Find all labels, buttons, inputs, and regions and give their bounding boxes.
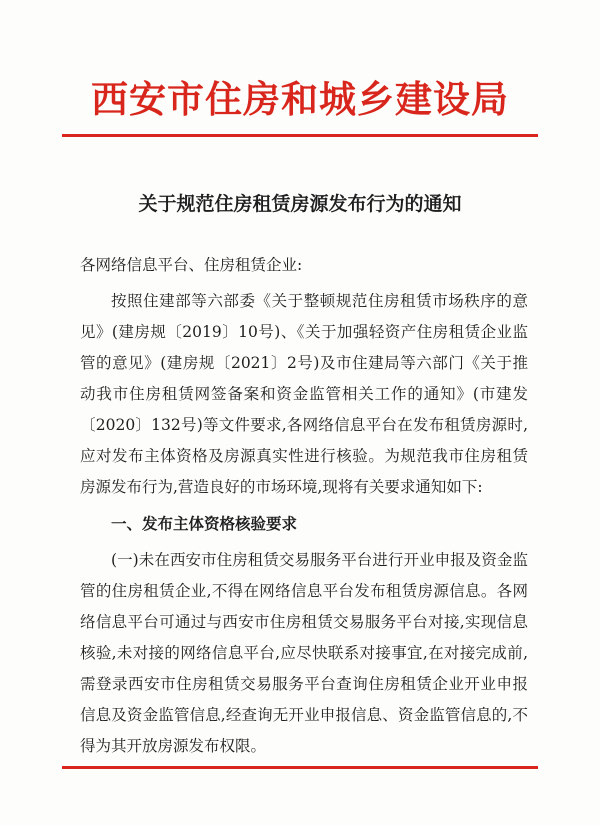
footer-red-rule (62, 766, 538, 769)
document-title: 关于规范住房租赁房源发布行为的通知 (138, 193, 462, 215)
body-paragraph-1: (一)未在西安市住房租赁交易服务平台进行开业申报及资金监管的住房租赁企业,不得在网络信息平台发布租赁房源信息。各网络信息平台可通过与西安市住房租赁交易服务平台对接,实现信息核验,未对接的网络信息平台,应尽快联系对接事宜,在对接完成前,需登录西安市住房租赁交易服务平台查询住房租赁企业开业申报信息及资金监管信息,经查询无开业申报信息、资金监管信息的,不得为其开放房源发布权限。 (80, 551, 528, 755)
letterhead-red-rule (62, 134, 538, 137)
document-addressee: 各网络信息平台、住房租赁企业: (80, 256, 303, 274)
letterhead-org-name: 西安市住房和城乡建设局 (91, 77, 509, 121)
body-paragraph-intro: 按照住建部等六部委《关于整顿规范住房租赁市场秩序的意见》(建房规〔2019〕10号)、《关于加强轻资产住房租赁企业监管的意见》(建房规〔2021〕2号)及市住建局等六部门《关于推动我市住房租赁网签备案和资金监管相关工作的通知》(市建发〔2020〕132号)等文件要求,各网络信息平台在发布租赁房源时,应对发布主体资格及房源真实性进行核验。为规范我市住房租赁房源发布行为,营造良好的市场环境,现将有关要求通知如下: (80, 292, 528, 496)
section-heading-1: 一、发布主体资格核验要求 (111, 514, 298, 533)
